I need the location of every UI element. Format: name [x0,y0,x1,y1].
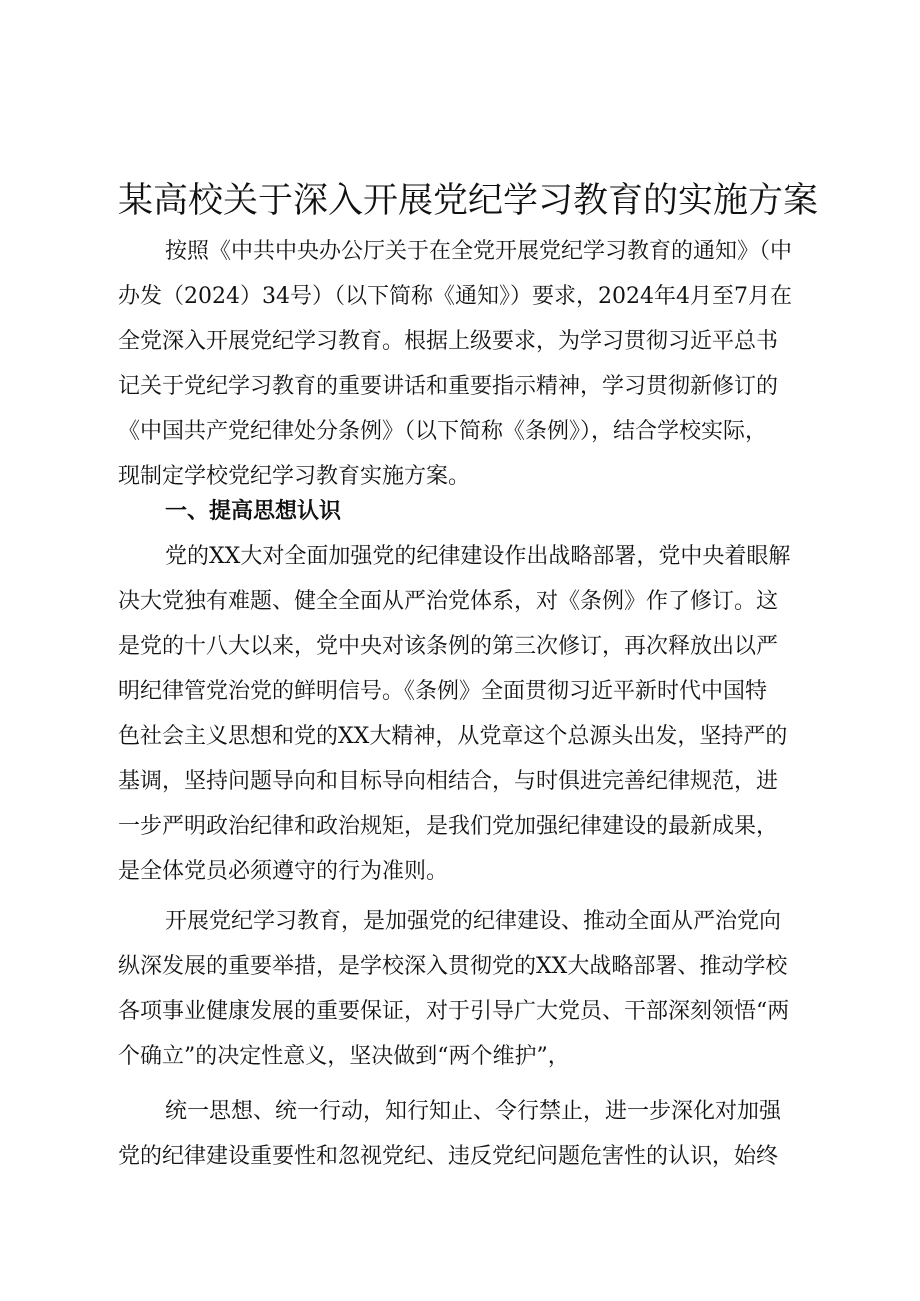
section1-p1-line-5: 色社会主义思想和党的XX大精神，从党章这个总源头出发，坚持严的 [118,724,788,749]
section1-p3-line-1: 统一思想、统一行动，知行知止、令行禁止，进一步深化对加强 [165,1099,782,1124]
section1-p1-line-4: 明纪律管党治党的鲜明信号。《条例》全面贯彻习近平新时代中国特 [118,679,768,704]
section1-p2-line-1: 开展党纪学习教育，是加强党的纪律建设、推动全面从严治党向 [165,909,782,934]
section1-p1-line-2: 决大党独有难题、健全全面从严治党体系，对《条例》作了修订。这 [118,589,779,614]
intro-line-1: 按照《中共中央办公厅关于在全党开展党纪学习教育的通知》（中 [165,239,793,264]
section1-p3-line-2: 党的纪律建设重要性和忽视党纪、违反党纪问题危害性的认识，始终 [118,1144,779,1169]
section1-p2-line-4: 个确立”的决定性意义，坚决做到“两个维护”， [118,1044,570,1069]
section-heading-1: 一、提高思想认识 [165,499,342,524]
section1-p1-line-8: 是全体党员必须遵守的行为准则。 [118,859,449,884]
section1-p1-line-6: 基调，坚持问题导向和目标导向相结合，与时俱进完善纪律规范，进 [118,769,779,794]
section1-p1-line-1: 党的XX大对全面加强党的纪律建设作出战略部署，党中央着眼解 [165,544,791,569]
intro-line-4: 记关于党纪学习教育的重要讲话和重要指示精神，学习贯彻新修订的 [118,374,779,399]
section1-p1-line-7: 一步严明政治纪律和政治规矩，是我们党加强纪律建设的最新成果， [118,814,779,839]
section1-p2-line-2: 纵深发展的重要举措，是学校深入贯彻党的XX大战略部署、推动学校 [118,954,788,979]
intro-line-5: 《中国共产党纪律处分条例》（以下简称《条例》），结合学校实际， [118,419,768,444]
section1-p2-line-3: 各项事业健康发展的重要保证，对于引导广大党员、干部深刻领悟“两 [118,999,790,1024]
section1-p1-line-3: 是党的十八大以来，党中央对该条例的第三次修订，再次释放出以严 [118,634,779,659]
document-title: 某高校关于深入开展党纪学习教育的实施方案 [118,181,819,221]
intro-line-2: 办发（2024）34号）（以下简称《通知》）要求，2024年4月至7月在 [118,284,792,309]
intro-line-3: 全党深入开展党纪学习教育。根据上级要求，为学习贯彻习近平总书 [118,329,779,354]
intro-line-6: 现制定学校党纪学习教育实施方案。 [118,464,471,489]
